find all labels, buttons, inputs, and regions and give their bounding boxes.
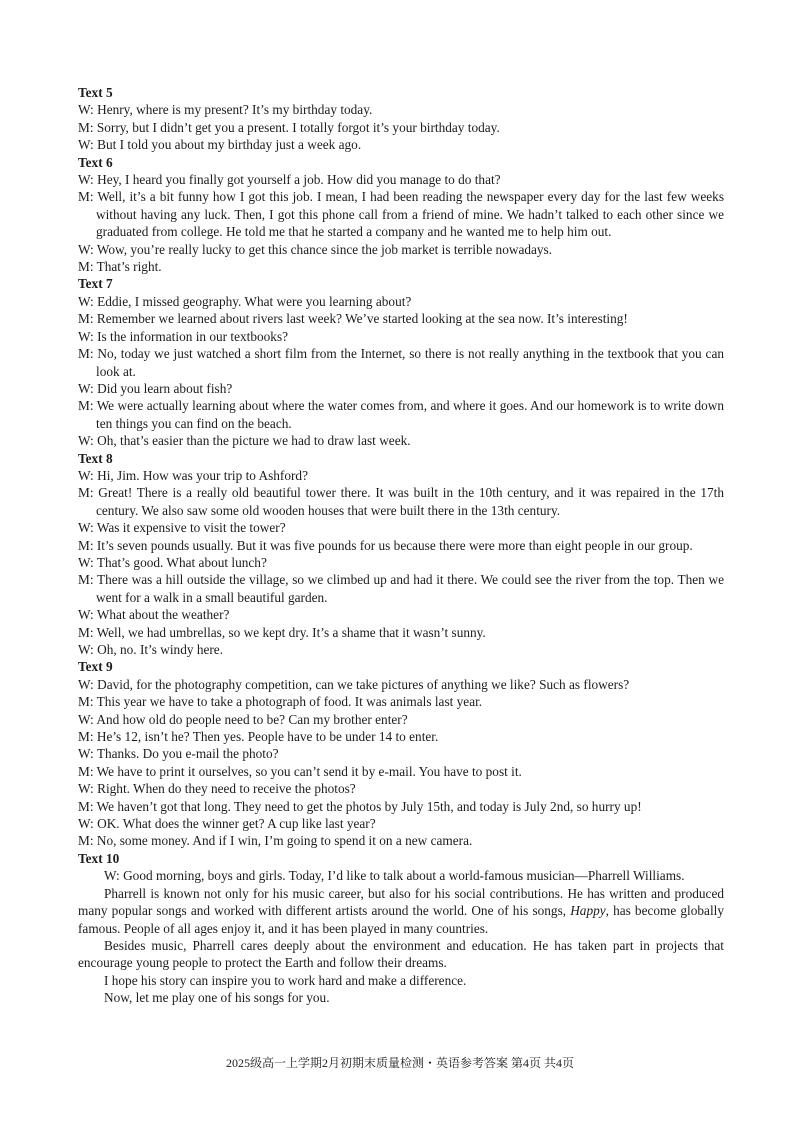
paragraph-text: Besides music, Pharrell cares deeply about the environment and education. He has taken part in projects that encourage young people to protect the Earth and follow their dreams. (78, 937, 724, 971)
dialogue-line (78, 832, 724, 849)
speaker-label: M: (78, 537, 94, 553)
speaker-label: W: (78, 676, 94, 692)
speaker-label: W: (78, 554, 94, 570)
text-section (78, 850, 724, 1007)
speaker-label: W: (78, 172, 94, 188)
utterance-text: Did you learn about fish? (97, 380, 233, 396)
speaker-label: W: (78, 380, 94, 396)
speaker-label: W: (78, 711, 94, 727)
utterance-text: Thanks. Do you e-mail the photo? (96, 746, 279, 762)
dialogue-line (78, 136, 724, 153)
monologue-paragraph (78, 972, 724, 989)
utterance-text: And how old do people need to be? Can my brother enter? (96, 711, 408, 727)
dialogue-line (78, 380, 724, 397)
text-section (78, 275, 724, 449)
transcript-body (78, 84, 724, 1007)
paragraph-text: Pharrell is known not only for his music career, but also for his social contributions. He has written and produced many popular songs and worked with different artists around the world. One of his songs, (78, 885, 724, 919)
utterance-text: No, today we just watched a short film from the Internet, so there is not really anything in the textbook that you can look at. (96, 346, 724, 379)
speaker-label: M: (78, 311, 94, 327)
utterance-text: We were actually learning about where the water comes from, and where it goes. And our homework is to write down ten things you can find on the beach. (96, 398, 724, 431)
utterance-text: Hey, I heard you finally got yourself a job. How did you manage to do that? (97, 172, 501, 188)
dialogue-line (78, 676, 724, 693)
text-section (78, 450, 724, 659)
speaker-label: M: (78, 729, 94, 745)
speaker-label: M: (78, 694, 94, 710)
dialogue-line (78, 310, 724, 327)
speaker-label: W: (78, 467, 94, 483)
speaker-label: W: (78, 241, 94, 257)
utterance-text: That’s good. What about lunch? (96, 554, 267, 570)
utterance-text: Great! There is a really old beautiful tower there. It was built in the 10th century, and it was repaired in the 17th century. We also saw some old wooden houses that were built there in the 13th century. (96, 485, 724, 518)
speaker-label: W: (78, 102, 94, 118)
section-heading: Text 5 (78, 85, 113, 100)
speaker-label: W: (78, 781, 94, 797)
dialogue-line (78, 258, 724, 275)
speaker-label: M: (78, 572, 94, 588)
speaker-label: M: (78, 398, 94, 414)
dialogue-line (78, 571, 724, 606)
dialogue-line (78, 188, 724, 240)
dialogue-line (78, 780, 724, 797)
section-heading: Text 9 (78, 659, 113, 675)
speaker-label: W: (78, 328, 94, 344)
dialogue-line (78, 171, 724, 188)
speaker-label: M: (78, 189, 94, 205)
utterance-text: Is the information in our textbooks? (97, 328, 289, 344)
utterance-text: It’s seven pounds usually. But it was five pounds for us because there were more than eight people in our group. (96, 537, 693, 553)
utterance-text: No, some money. And if I win, I’m going to spend it on a new camera. (96, 833, 473, 849)
speaker-label: W: (78, 520, 94, 536)
dialogue-line (78, 815, 724, 832)
speaker-label: M: (78, 624, 94, 640)
utterance-text: Oh, no. It’s windy here. (97, 642, 224, 657)
text-section (78, 658, 724, 849)
dialogue-line (78, 537, 724, 554)
utterance-text: David, for the photography competition, can we take pictures of anything we like? Such as flowers? (97, 676, 630, 692)
dialogue-line (78, 484, 724, 519)
section-heading: Text 10 (78, 850, 120, 866)
utterance-text: But I told you about my birthday just a week ago. (97, 137, 362, 153)
paragraph-text: W: Good morning, boys and girls. Today, I’d like to talk about a world-famous musician—Pharrell Williams. (104, 868, 685, 884)
section-heading: Text 8 (78, 450, 113, 466)
speaker-label: W: (78, 642, 94, 657)
dialogue-line (78, 397, 724, 432)
dialogue-line (78, 554, 724, 571)
utterance-text: Right. When do they need to receive the photos? (97, 781, 356, 797)
utterance-text: This year we have to take a photograph of food. It was animals last year. (96, 694, 483, 710)
utterance-text: That’s right. (96, 259, 162, 275)
utterance-text: What about the weather? (96, 607, 230, 623)
speaker-label: W: (78, 607, 94, 623)
speaker-label: M: (78, 485, 94, 501)
dialogue-line (78, 519, 724, 536)
monologue-paragraph (78, 989, 724, 1006)
dialogue-line (78, 798, 724, 815)
speaker-label: M: (78, 346, 94, 362)
dialogue-line (78, 728, 724, 745)
utterance-text: Sorry, but I didn’t get you a present. I totally forgot it’s your birthday today. (96, 119, 500, 135)
speaker-label: W: (78, 816, 94, 832)
utterance-text: Remember we learned about rivers last week? We’ve started looking at the sea now. It’s interesting! (96, 311, 628, 327)
paragraph-text: , has become globally famous. People of all ages enjoy it, and it has been played in many countries. (78, 903, 724, 936)
dialogue-line (78, 101, 724, 118)
utterance-text: Hi, Jim. How was your trip to Ashford? (97, 467, 308, 483)
speaker-label: W: (78, 293, 94, 309)
monologue-paragraph (78, 867, 724, 884)
dialogue-line (78, 328, 724, 345)
utterance-text: Eddie, I missed geography. What were you learning about? (97, 293, 412, 309)
text-section (78, 84, 724, 154)
monologue-paragraph (78, 885, 724, 937)
dialogue-line (78, 745, 724, 762)
dialogue-line (78, 293, 724, 310)
text-section (78, 154, 724, 276)
section-heading: Text 6 (78, 154, 113, 170)
utterance-text: Was it expensive to visit the tower? (96, 520, 286, 536)
monologue-paragraph (78, 937, 724, 972)
dialogue-line (78, 763, 724, 780)
speaker-label: M: (78, 798, 94, 814)
speaker-label: W: (78, 137, 94, 153)
utterance-text: OK. What does the winner get? A cup like last year? (97, 816, 376, 832)
utterance-text: He’s 12, isn’t he? Then yes. People have to be under 14 to enter. (96, 729, 439, 745)
dialogue-line (78, 345, 724, 380)
utterance-text: We have to print it ourselves, so you can’t send it by e-mail. You have to post it. (96, 763, 522, 779)
utterance-text: Wow, you’re really lucky to get this chance since the job market is terrible nowadays. (96, 241, 553, 257)
dialogue-line (78, 432, 724, 449)
dialogue-line (78, 693, 724, 710)
utterance-text: Henry, where is my present? It’s my birthday today. (97, 102, 373, 118)
dialogue-line (78, 641, 724, 658)
dialogue-line (78, 606, 724, 623)
utterance-text: We haven’t got that long. They need to get the photos by July 15th, and today is July 2nd, so hurry up! (96, 798, 642, 814)
speaker-label: W: (78, 433, 94, 449)
dialogue-line (78, 711, 724, 728)
paragraph-text: I hope his story can inspire you to work hard and make a difference. (104, 972, 467, 988)
utterance-text: Oh, that’s easier than the picture we had to draw last week. (97, 433, 411, 449)
paragraph-text: Now, let me play one of his songs for you. (104, 990, 330, 1006)
dialogue-line (78, 467, 724, 484)
section-heading: Text 7 (78, 276, 113, 292)
page-footer: 2025级高一上学期2月初期末质量检测・英语参考答案 第4页 共4页 (225, 1056, 574, 1070)
speaker-label: M: (78, 119, 94, 135)
song-title: Happy (570, 903, 606, 919)
utterance-text: Well, we had umbrellas, so we kept dry. It’s a shame that it wasn’t sunny. (96, 624, 486, 640)
dialogue-line (78, 119, 724, 136)
dialogue-line (78, 624, 724, 641)
speaker-label: W: (78, 746, 94, 762)
speaker-label: M: (78, 259, 94, 275)
speaker-label: M: (78, 833, 94, 849)
utterance-text: There was a hill outside the village, so we climbed up and had it there. We could see the river from the top. Then we went for a walk in a small beautiful garden. (96, 572, 724, 605)
speaker-label: M: (78, 763, 94, 779)
dialogue-line (78, 241, 724, 258)
utterance-text: Well, it’s a bit funny how I got this job. I mean, I had been reading the newspaper every day for the last few weeks without having any luck. Then, I got this phone call from a friend of mine. We hadn’t talked to each other since we graduated from college. He told me that he started a company and he wanted me to help him out. (96, 189, 724, 240)
